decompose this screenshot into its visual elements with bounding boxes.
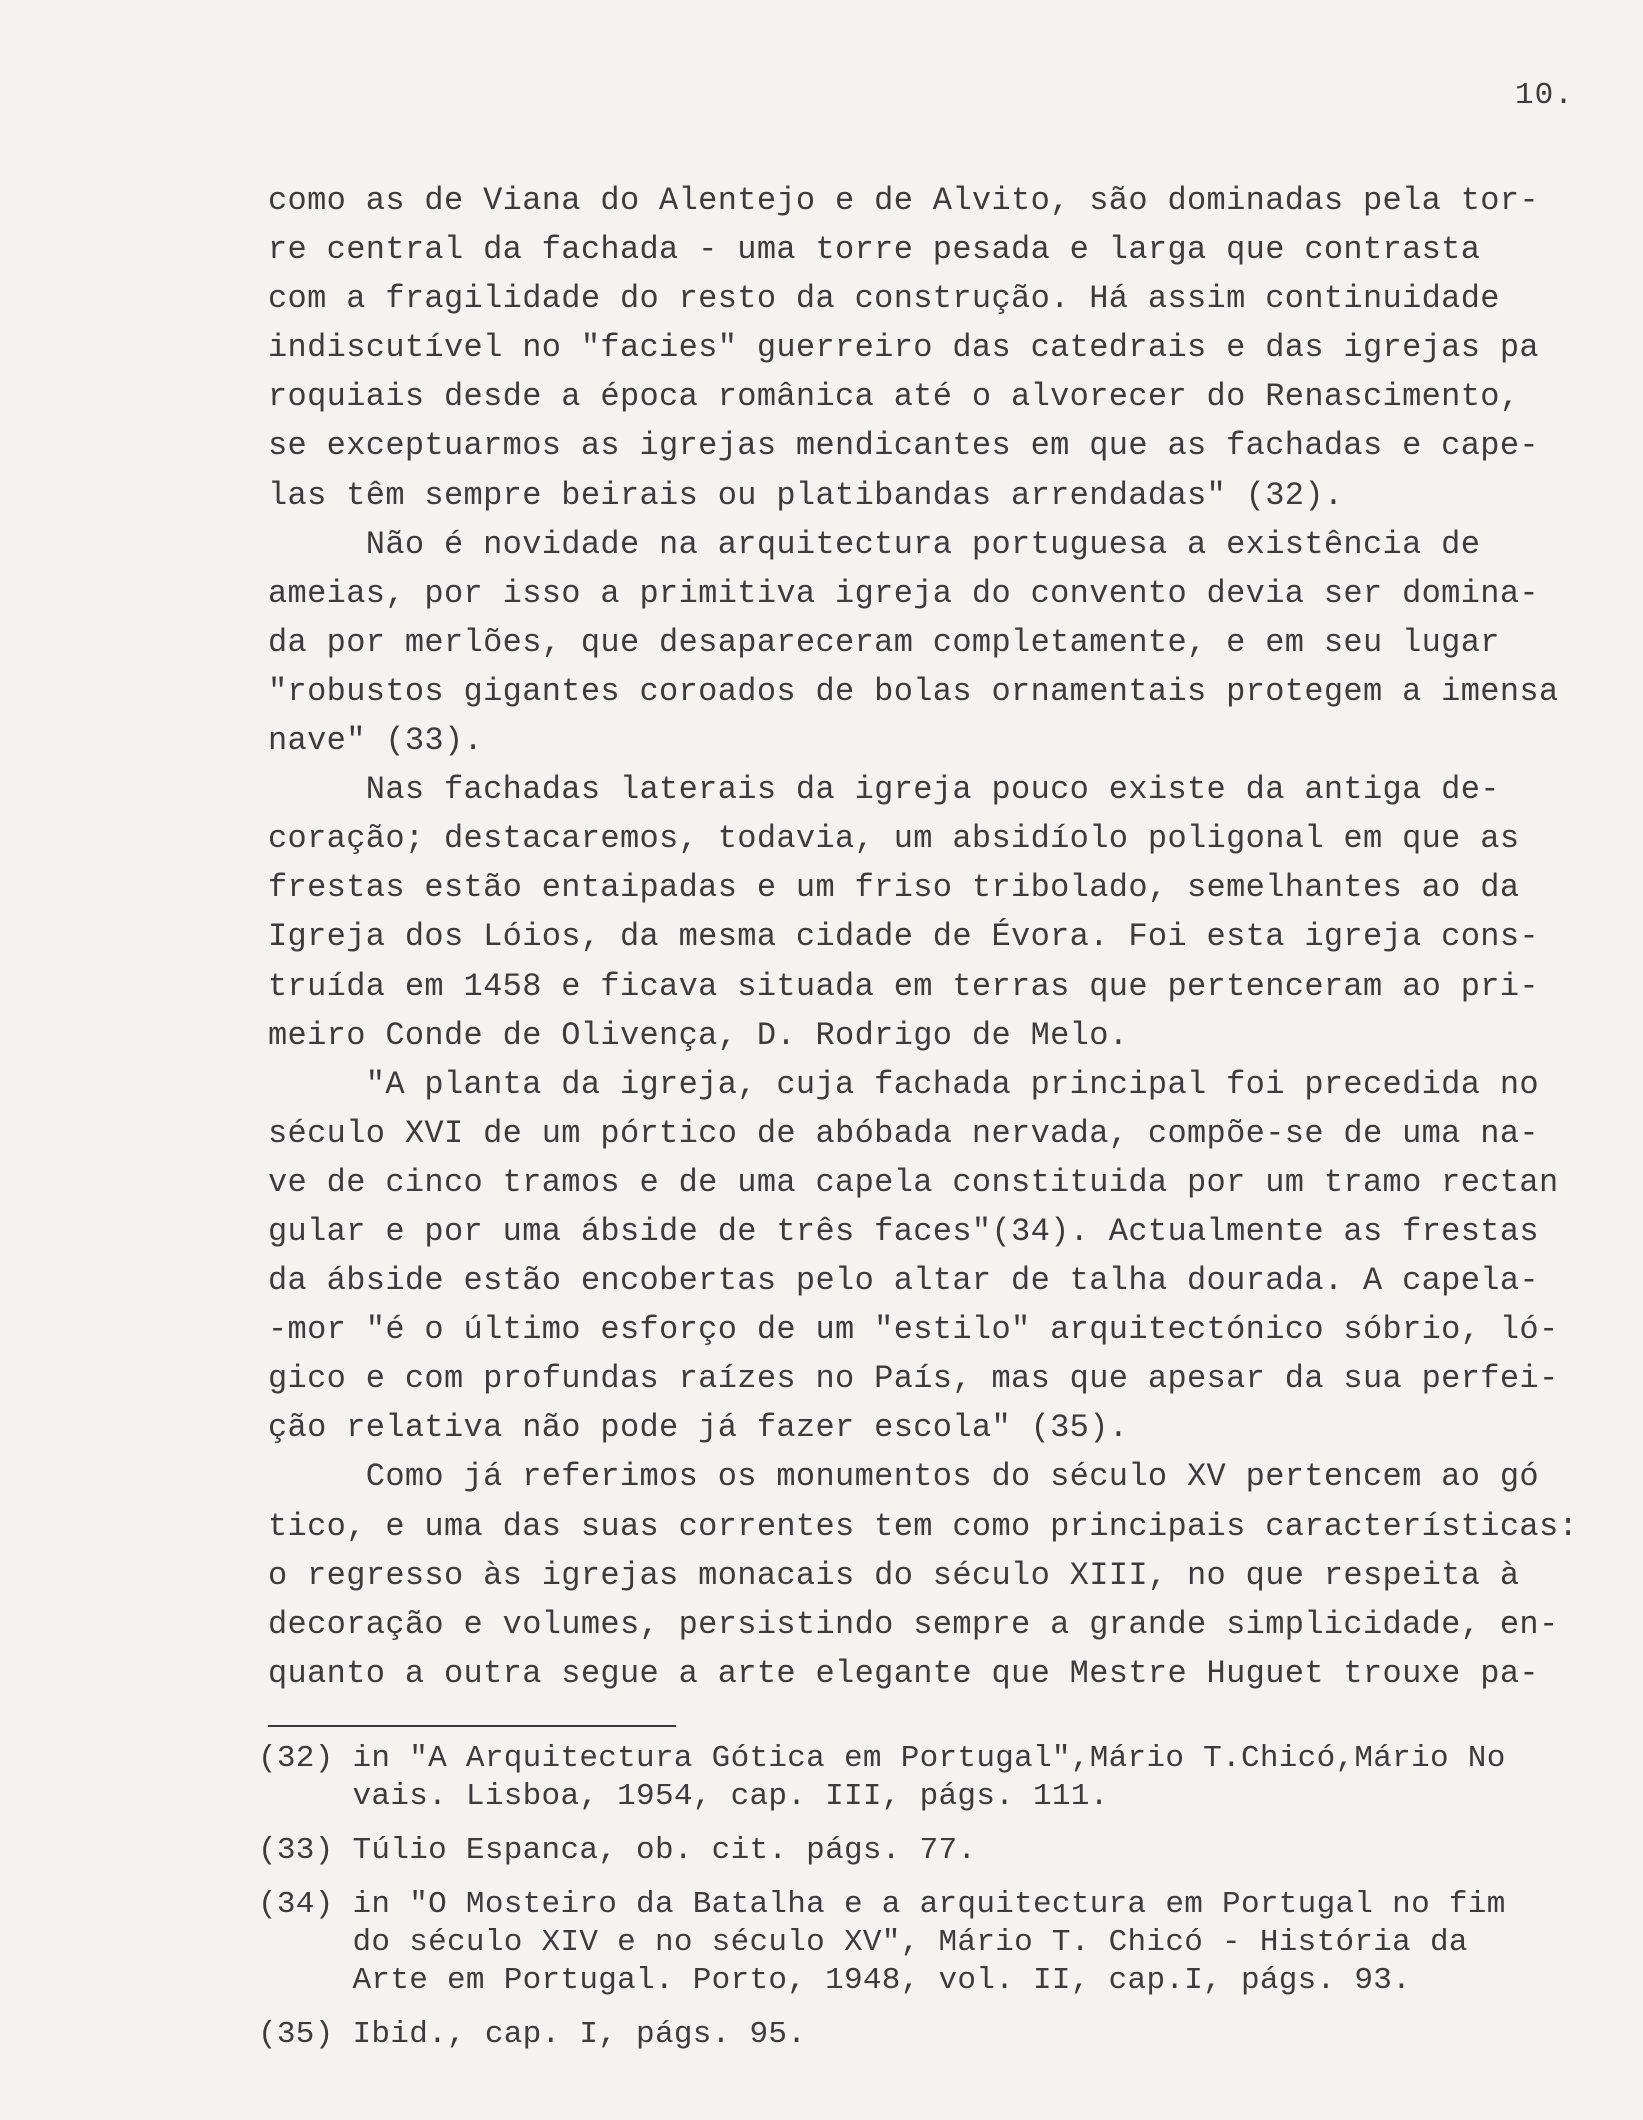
footnote-separator xyxy=(268,1725,676,1727)
text-line: ameias, por isso a primitiva igreja do convento devia ser domina- xyxy=(268,574,1539,612)
text-line: o regresso às igrejas monacais do século XIII, no que respeita à xyxy=(268,1556,1520,1594)
footnote-line: do século XIV e no século XV", Mário T. Chicó - História da xyxy=(258,1925,1468,1960)
text-line: nave" (33). xyxy=(268,722,484,760)
text-line: quanto a outra segue a arte elegante que Mestre Huguet trouxe pa- xyxy=(268,1654,1539,1692)
footnote-line: Arte em Portugal. Porto, 1948, vol. II, cap.I, págs. 93. xyxy=(258,1963,1412,1998)
text-line: gico e com profundas raízes no País, mas que apesar da sua perfei- xyxy=(268,1360,1559,1398)
page-number: 10. xyxy=(1515,78,1574,113)
footnote xyxy=(258,1886,1628,2000)
text-line: se exceptuarmos as igrejas mendicantes em que as fachadas e cape- xyxy=(268,427,1539,465)
text-line: ção relativa não pode já fazer escola" (35). xyxy=(268,1409,1129,1447)
text-line: indiscutível no "facies" guerreiro das catedrais e das igrejas pa xyxy=(268,329,1539,367)
text-line: com a fragilidade do resto da construção. Há assim continuidade xyxy=(268,280,1500,318)
text-line: Como já referimos os monumentos do século XV pertencem ao gó xyxy=(268,1458,1539,1496)
text-line: coração; destacaremos, todavia, um absidíolo poligonal em que as xyxy=(268,820,1520,858)
body-text xyxy=(268,176,1613,1698)
footnotes xyxy=(258,1740,1628,2070)
text-line: -mor "é o último esforço de um "estilo" arquitectónico sóbrio, ló- xyxy=(268,1311,1559,1349)
text-line: re central da fachada - uma torre pesada e larga que contrasta xyxy=(268,231,1481,269)
footnote-line: (32) in "A Arquitectura Gótica em Portugal",Mário T.Chicó,Mário No xyxy=(258,1741,1506,1776)
text-line: meiro Conde de Olivença, D. Rodrigo de Melo. xyxy=(268,1016,1129,1054)
footnote-line: (33) Túlio Espanca, ob. cit. págs. 77. xyxy=(258,1833,977,1868)
text-line: roquiais desde a época românica até o alvorecer do Renascimento, xyxy=(268,378,1520,416)
text-line: século XVI de um pórtico de abóbada nervada, compõe-se de uma na- xyxy=(268,1114,1539,1152)
footnote xyxy=(258,2016,1628,2054)
text-line: gular e por uma ábside de três faces"(34). Actualmente as frestas xyxy=(268,1212,1539,1250)
text-line: ve de cinco tramos e de uma capela constituida por um tramo rectan xyxy=(268,1163,1559,1201)
text-line: truída em 1458 e ficava situada em terras que pertenceram ao pri- xyxy=(268,967,1539,1005)
text-line: Não é novidade na arquitectura portuguesa a existência de xyxy=(268,525,1481,563)
footnote xyxy=(258,1740,1628,1816)
footnote-line: vais. Lisboa, 1954, cap. III, págs. 111. xyxy=(258,1779,1109,1814)
text-line: Nas fachadas laterais da igreja pouco existe da antiga de- xyxy=(268,771,1500,809)
text-line: como as de Viana do Alentejo e de Alvito, são dominadas pela tor- xyxy=(268,182,1539,219)
footnote-line: (35) Ibid., cap. I, págs. 95. xyxy=(258,2017,807,2052)
text-line: tico, e uma das suas correntes tem como principais características: xyxy=(268,1507,1579,1545)
text-line: "A planta da igreja, cuja fachada principal foi precedida no xyxy=(268,1065,1539,1103)
footnote xyxy=(258,1832,1628,1870)
text-line: "robustos gigantes coroados de bolas ornamentais protegem a imensa xyxy=(268,672,1559,710)
text-line: da ábside estão encobertas pelo altar de talha dourada. A capela- xyxy=(268,1262,1539,1300)
text-line: decoração e volumes, persistindo sempre a grande simplicidade, en- xyxy=(268,1605,1559,1643)
text-line: da por merlões, que desapareceram completamente, e em seu lugar xyxy=(268,623,1500,661)
text-line: Igreja dos Lóios, da mesma cidade de Évora. Foi esta igreja cons- xyxy=(268,918,1539,956)
text-line: frestas estão entaipadas e um friso tribolado, semelhantes ao da xyxy=(268,869,1520,907)
footnote-line: (34) in "O Mosteiro da Batalha e a arquitectura em Portugal no fim xyxy=(258,1887,1506,1922)
text-line: las têm sempre beirais ou platibandas arrendadas" (32). xyxy=(268,476,1344,514)
